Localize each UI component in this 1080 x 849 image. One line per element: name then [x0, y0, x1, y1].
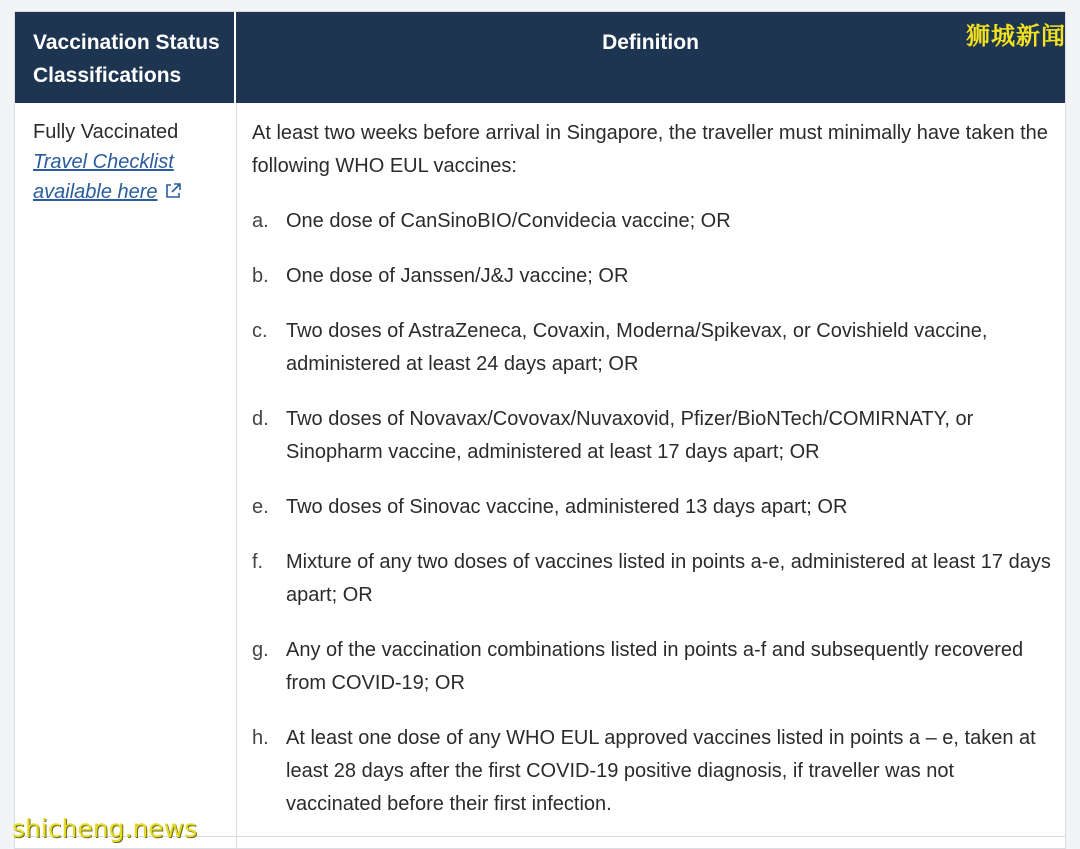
list-item: [252, 205, 1052, 238]
list-item: [252, 260, 1052, 293]
item-marker: c.: [252, 320, 268, 342]
item-marker: b.: [252, 265, 269, 287]
travel-checklist-link-text[interactable]: Travel Checklist available here: [33, 151, 174, 203]
table-header: [15, 12, 1065, 103]
column-divider: [236, 103, 237, 848]
item-marker: a.: [252, 210, 269, 232]
item-text: Mixture of any two doses of vaccines listed in points a-e, administered at least 17 days apart; OR: [286, 551, 1051, 606]
list-item: [252, 634, 1052, 700]
list-item: [252, 546, 1052, 612]
header-status: Vaccination Status Classifications: [15, 12, 236, 103]
definition-intro: At least two weeks before arrival in Singapore, the traveller must minimally have taken the following WHO EUL vaccines:: [252, 122, 1048, 177]
item-marker: h.: [252, 727, 269, 749]
status-cell: [33, 117, 223, 207]
list-item: [252, 315, 1052, 381]
list-item: [252, 491, 1052, 524]
watermark-bottom: shicheng.news: [12, 814, 198, 843]
external-link-icon: [164, 182, 182, 200]
list-item: [252, 403, 1052, 469]
item-text: Two doses of Sinovac vaccine, administered 13 days apart; OR: [286, 496, 848, 518]
item-text: One dose of CanSinoBIO/Convidecia vaccine; OR: [286, 210, 731, 232]
item-text: Two doses of Novavax/Covovax/Nuvaxovid, Pfizer/BioNTech/COMIRNATY, or Sinopharm vaccine, administered at least 17 days apart; OR: [286, 408, 974, 463]
vaccination-status-table: [14, 11, 1066, 849]
item-marker: g.: [252, 639, 269, 661]
item-marker: d.: [252, 408, 269, 430]
item-text: One dose of Janssen/J&J vaccine; OR: [286, 265, 629, 287]
definition-cell: [252, 117, 1052, 843]
item-marker: f.: [252, 551, 264, 573]
item-text: Two doses of AstraZeneca, Covaxin, Moderna/Spikevax, or Covishield vaccine, administered at least 24 days apart; OR: [286, 320, 988, 375]
item-text: At least one dose of any WHO EUL approved vaccines listed in points a – e, taken at least 28 days after the first COVID-19 positive diagnosis, if traveller was not vaccinated before their first infection.: [286, 727, 1036, 815]
watermark-top: 狮城新闻: [966, 22, 1066, 50]
status-label: Fully Vaccinated: [33, 121, 179, 143]
header-definition: Definition: [602, 31, 699, 54]
vaccine-criteria-list: [252, 205, 1052, 821]
travel-checklist-link[interactable]: [33, 151, 182, 203]
list-item: [252, 722, 1052, 821]
item-text: Any of the vaccination combinations listed in points a-f and subsequently recovered from COVID-19; OR: [286, 639, 1024, 694]
item-marker: e.: [252, 496, 269, 518]
